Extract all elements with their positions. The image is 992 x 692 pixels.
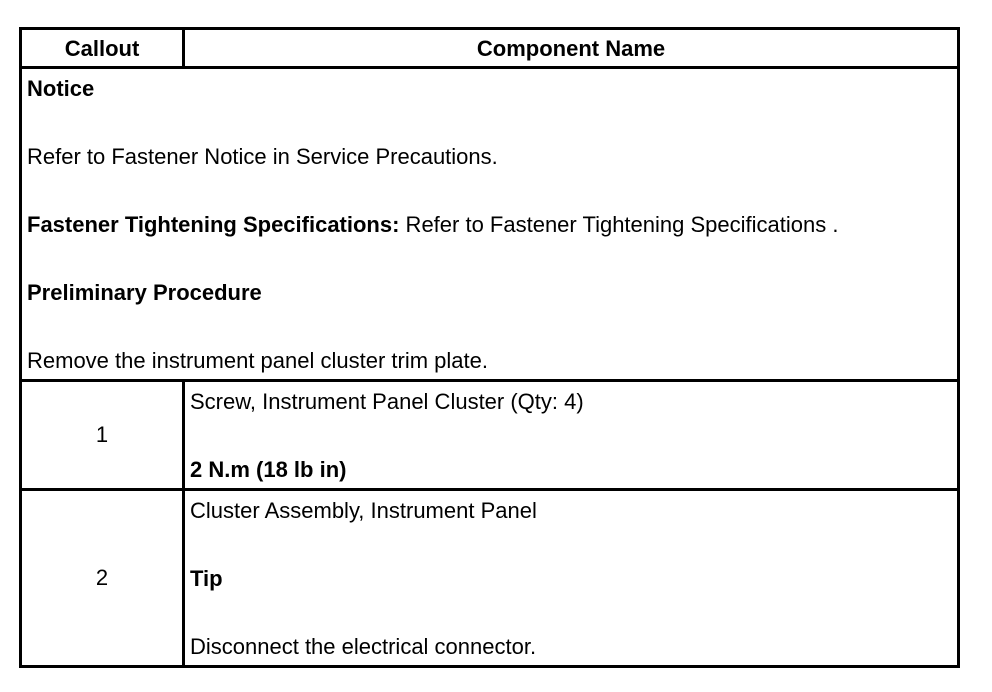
callout-cell-2: 2 bbox=[21, 490, 184, 667]
tip-text-2: Disconnect the electrical connector. bbox=[190, 634, 537, 659]
notice-title: Notice bbox=[27, 76, 95, 101]
component-name-2: Cluster Assembly, Instrument Panel bbox=[190, 498, 537, 523]
table-row bbox=[21, 490, 959, 667]
component-name-1: Screw, Instrument Panel Cluster (Qty: 4) bbox=[190, 389, 584, 414]
notice-cell bbox=[21, 68, 959, 381]
callout-column-header: Callout bbox=[21, 29, 184, 68]
callout-cell-1: 1 bbox=[21, 381, 184, 490]
fastener-spec-line bbox=[27, 212, 951, 238]
table-row bbox=[21, 381, 959, 490]
component-name-column-header: Component Name bbox=[184, 29, 959, 68]
table-header-row bbox=[21, 29, 959, 68]
notice-row bbox=[21, 68, 959, 381]
fastener-spec-text: Refer to Fastener Tightening Specifications . bbox=[399, 212, 839, 237]
preliminary-procedure-title: Preliminary Procedure bbox=[27, 280, 262, 305]
notice-text: Refer to Fastener Notice in Service Precautions. bbox=[27, 144, 498, 169]
component-cell-1 bbox=[184, 381, 959, 490]
tip-label-2: Tip bbox=[190, 566, 223, 591]
fastener-spec-label: Fastener Tightening Specifications: bbox=[27, 212, 400, 237]
preliminary-procedure-text: Remove the instrument panel cluster trim plate. bbox=[27, 348, 488, 373]
torque-spec-1: 2 N.m (18 lb in) bbox=[190, 457, 347, 482]
component-cell-2 bbox=[184, 490, 959, 667]
component-table bbox=[19, 27, 960, 668]
